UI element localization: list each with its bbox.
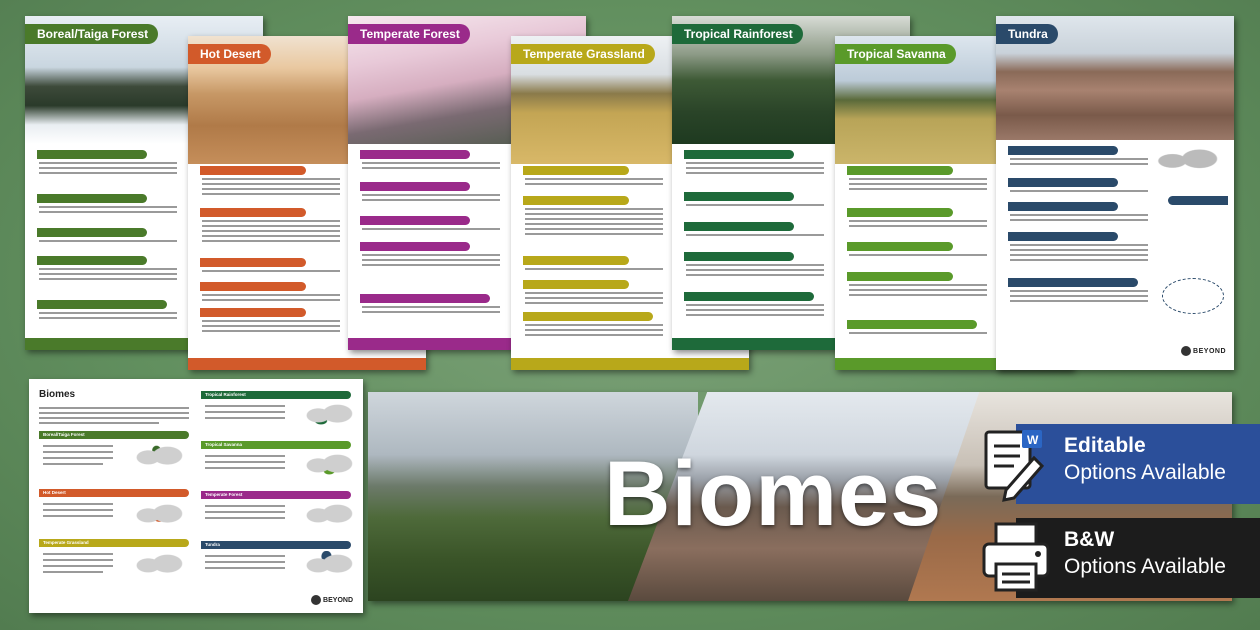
card-title: Tropical Savanna — [835, 44, 956, 64]
text-lines — [39, 206, 177, 216]
text-lines — [686, 234, 824, 239]
text-lines — [1010, 190, 1148, 195]
text-lines — [525, 208, 663, 238]
overview-line — [205, 417, 285, 419]
section-bar — [684, 292, 814, 301]
overview-section: Tropical Savanna — [201, 441, 351, 449]
text-lines — [202, 320, 340, 335]
text-lines — [362, 306, 500, 316]
card-title: Hot Desert — [188, 44, 271, 64]
overview-section: Tropical Rainforest — [201, 391, 351, 399]
overview-map — [129, 551, 184, 587]
bw-badge — [976, 518, 1260, 598]
text-lines — [1010, 158, 1148, 168]
section-bar — [847, 272, 953, 281]
overview-line — [43, 515, 113, 517]
text-lines — [525, 268, 663, 273]
section-bar — [684, 192, 794, 201]
text-lines — [849, 220, 987, 230]
text-lines — [362, 254, 500, 269]
editable-sublabel: Options Available — [1064, 461, 1226, 484]
section-bar — [684, 150, 794, 159]
intro-line — [39, 407, 189, 409]
card-title: Tundra — [996, 24, 1058, 44]
overview-line — [43, 445, 113, 447]
section-bar — [523, 196, 629, 205]
section-bar — [523, 166, 629, 175]
card-title: Boreal/Taiga Forest — [25, 24, 158, 44]
text-lines — [1010, 290, 1148, 305]
card-footer — [511, 358, 749, 370]
banner-title: Biomes — [604, 443, 943, 545]
overview-line — [43, 503, 113, 505]
overview-line — [205, 461, 285, 463]
section-bar — [200, 258, 306, 267]
overview-sheet — [29, 379, 363, 613]
section-bar — [360, 294, 490, 303]
section-bar — [684, 252, 794, 261]
card-title: Temperate Forest — [348, 24, 470, 44]
section-bar — [847, 320, 977, 329]
overview-title: Biomes — [39, 389, 76, 400]
text-lines — [362, 228, 500, 233]
fact-bubble — [1162, 278, 1224, 314]
overview-line — [43, 559, 113, 561]
text-lines — [39, 268, 177, 283]
document-edit-icon — [976, 424, 1056, 504]
section-bar — [523, 280, 629, 289]
intro-line — [39, 417, 189, 419]
text-lines — [686, 204, 824, 209]
overview-line — [43, 509, 113, 511]
card-tundra — [996, 16, 1234, 370]
text-lines — [1010, 244, 1148, 264]
card-title: Temperate Grassland — [511, 44, 655, 64]
editable-badge — [976, 424, 1260, 504]
svg-text:W: W — [1027, 433, 1039, 447]
overview-map — [299, 401, 354, 437]
section-bar — [37, 194, 147, 203]
section-bar — [200, 308, 306, 317]
overview-map — [299, 501, 354, 537]
section-bar — [523, 312, 653, 321]
brand-text: BEYOND — [323, 596, 353, 604]
section-bar — [1008, 202, 1118, 211]
intro-line — [39, 422, 159, 424]
globe-icon — [1181, 346, 1191, 356]
text-lines — [525, 178, 663, 188]
globe-icon — [311, 595, 321, 605]
text-lines — [362, 162, 500, 172]
overview-map — [299, 551, 354, 587]
section-bar — [1008, 178, 1118, 187]
section-bar — [360, 216, 470, 225]
bw-label: B&W — [1064, 528, 1115, 551]
text-lines — [202, 178, 340, 198]
overview-map — [129, 501, 184, 537]
printer-icon — [978, 518, 1058, 598]
bw-sublabel: Options Available — [1064, 555, 1226, 578]
world-map — [1152, 142, 1220, 184]
overview-line — [205, 555, 285, 557]
section-bar — [1008, 146, 1118, 155]
text-lines — [202, 220, 340, 245]
overview-section: Temperate Forest — [201, 491, 351, 499]
overview-line — [205, 511, 285, 513]
text-lines — [849, 284, 987, 299]
text-lines — [525, 324, 663, 339]
text-lines — [849, 254, 987, 259]
overview-section: Temperate Grassland — [39, 539, 189, 547]
brand-logo — [311, 595, 353, 605]
section-bar — [37, 228, 147, 237]
text-lines — [202, 294, 340, 304]
text-lines — [525, 292, 663, 307]
section-bar — [37, 256, 147, 265]
overview-line — [43, 457, 113, 459]
card-footer — [188, 358, 426, 370]
section-bar — [360, 150, 470, 159]
overview-line — [205, 411, 285, 413]
section-bar — [200, 282, 306, 291]
brand-text: BEYOND — [1193, 347, 1226, 355]
brand-logo — [1181, 346, 1226, 356]
section-bar — [1008, 278, 1138, 287]
overview-line — [205, 561, 285, 563]
overview-line — [43, 565, 113, 567]
editable-label: Editable — [1064, 434, 1146, 457]
text-lines — [202, 270, 340, 275]
overview-line — [43, 553, 113, 555]
text-lines — [39, 162, 177, 177]
text-lines — [686, 304, 824, 319]
overview-line — [43, 451, 113, 453]
overview-line — [205, 505, 285, 507]
section-bar — [200, 208, 306, 217]
text-lines — [1010, 214, 1148, 224]
section-bar — [684, 222, 794, 231]
section-bar — [360, 242, 470, 251]
overview-map — [129, 443, 184, 479]
text-lines — [39, 240, 177, 245]
overview-section: Hot Desert — [39, 489, 189, 497]
section-bar — [1008, 232, 1118, 241]
text-lines — [849, 178, 987, 193]
side-bar — [1168, 196, 1228, 205]
section-bar — [360, 182, 470, 191]
overview-map — [299, 451, 354, 487]
overview-line — [205, 517, 285, 519]
text-lines — [39, 312, 177, 322]
card-title: Tropical Rainforest — [672, 24, 803, 44]
section-bar — [847, 242, 953, 251]
text-lines — [849, 332, 987, 337]
overview-line — [205, 567, 285, 569]
section-bar — [523, 256, 629, 265]
overview-section: Tundra — [201, 541, 351, 549]
overview-line — [205, 455, 285, 457]
text-lines — [686, 264, 824, 279]
overview-line — [43, 463, 103, 465]
overview-line — [205, 405, 285, 407]
section-bar — [200, 166, 306, 175]
overview-line — [205, 467, 285, 469]
text-lines — [686, 162, 824, 177]
section-bar — [37, 150, 147, 159]
text-lines — [362, 194, 500, 204]
section-bar — [847, 208, 953, 217]
intro-line — [39, 412, 189, 414]
section-bar — [37, 300, 167, 309]
overview-line — [43, 571, 103, 573]
overview-section: Boreal/Taiga Forest — [39, 431, 189, 439]
section-bar — [847, 166, 953, 175]
